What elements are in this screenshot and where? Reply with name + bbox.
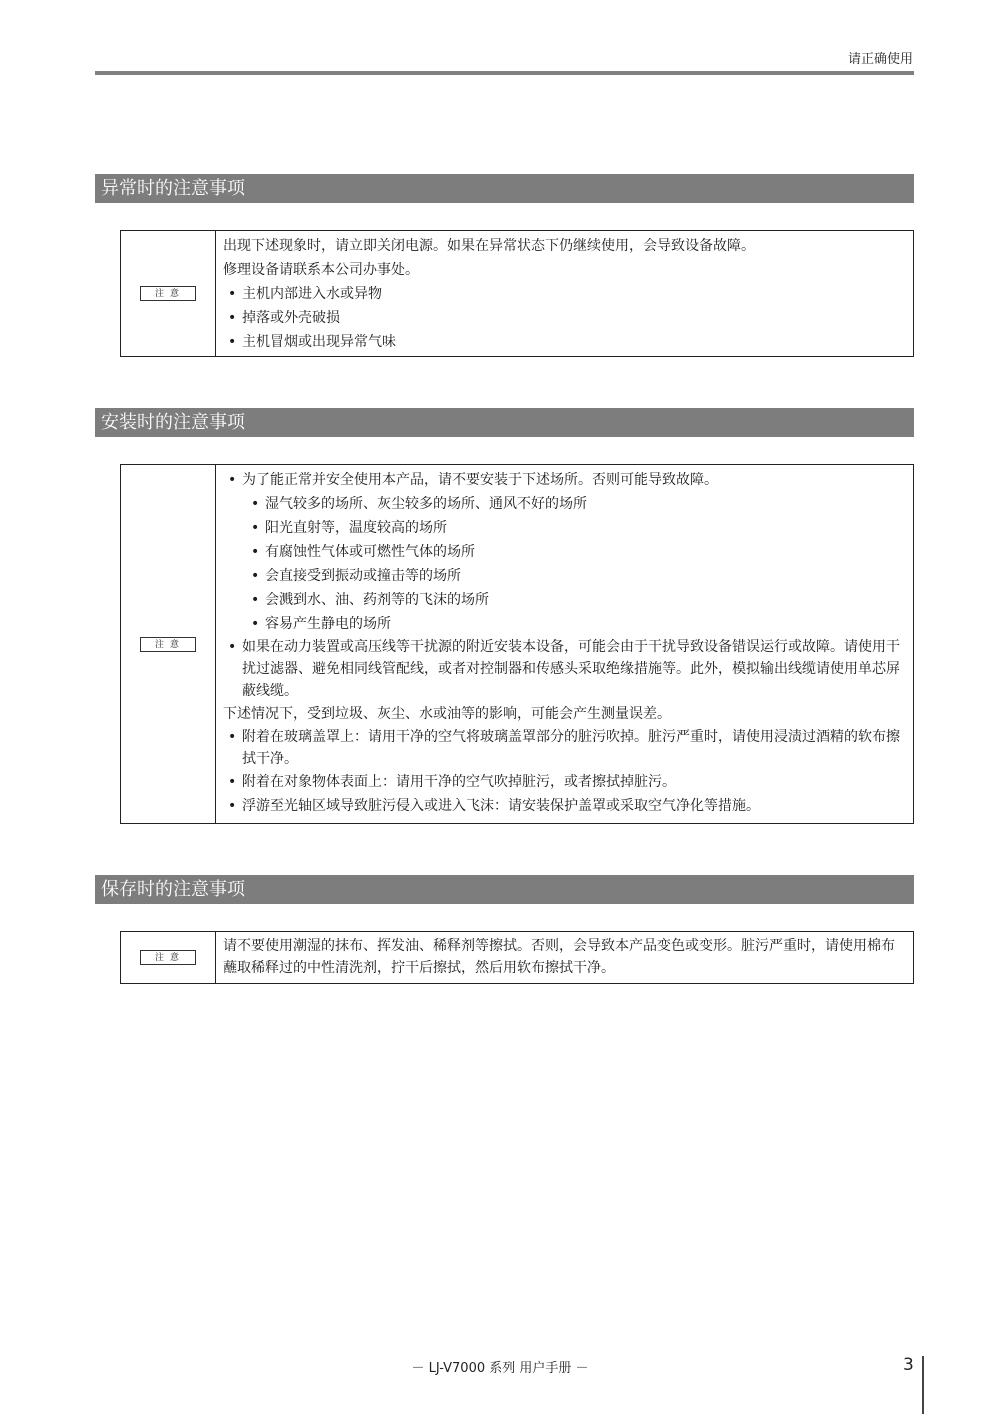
caution-content <box>216 932 913 983</box>
bullet-item: • 掉落或外壳破损 <box>223 306 907 330</box>
caution-box-storage <box>120 931 914 984</box>
sub-bullet-item: • 会直接受到振动或撞击等的场所 <box>246 564 907 588</box>
section-title-storage: 保存时的注意事项 <box>95 875 914 904</box>
caution-paragraph: 修理设备请联系本公司办事处。 <box>223 262 419 278</box>
caution-column <box>121 465 216 823</box>
caution-paragraph: 下述情况下，受到垃圾、灰尘、水或油等的影响，可能会产生测量误差。 <box>223 706 671 722</box>
caution-label: 注意 <box>140 286 196 301</box>
caution-paragraph: 出现下述现象时，请立即关闭电源。如果在异常状态下仍继续使用，会导致设备故障。 <box>223 238 755 254</box>
footer-rule <box>922 1356 924 1414</box>
section-title-installation: 安装时的注意事项 <box>95 408 914 437</box>
caution-column <box>121 231 216 356</box>
bullet-item: • 为了能正常并安全使用本产品，请不要安装于下述场所。否则可能导致故障。 <box>223 468 907 492</box>
bullet-item: • 浮游至光轴区域导致脏污侵入或进入飞沫：请安装保护盖罩或采取空气净化等措施。 <box>223 794 907 818</box>
sub-bullet-item: • 容易产生静电的场所 <box>246 612 907 636</box>
bullet-item: • 如果在动力装置或高压线等干扰源的附近安装本设备，可能会由于干扰导致设备错误运行或故障。请使用干扰过滤器、避免相同线管配线，或者对控制器和传感头采取绝缘措施等。此外，模拟输出线缆请使用单芯屏蔽线缆。 <box>223 636 907 702</box>
caution-box-installation <box>120 464 914 824</box>
caution-box-abnormal <box>120 230 914 357</box>
bullet-item: • 附着在玻璃盖罩上：请用干净的空气将玻璃盖罩部分的脏污吹掉。脏污严重时，请使用浸渍过酒精的软布擦拭干净。 <box>223 726 907 770</box>
caution-label: 注意 <box>140 950 196 965</box>
caution-column <box>121 932 216 983</box>
bullet-item: • 主机冒烟或出现异常气味 <box>223 330 907 354</box>
caution-content <box>216 465 913 823</box>
caution-paragraph: 请不要使用潮湿的抹布、挥发油、稀释剂等擦拭。否则，会导致本产品变色或变形。脏污严重时，请使用棉布蘸取稀释过的中性清洗剂，拧干后擦拭，然后用软布擦拭干净。 <box>223 938 895 976</box>
sub-bullet-item: • 有腐蚀性气体或可燃性气体的场所 <box>246 540 907 564</box>
footer-manual-title: － LJ-V7000 系列 用户手册 － <box>411 1361 589 1376</box>
caution-label: 注意 <box>140 637 196 652</box>
caution-content <box>216 231 913 356</box>
section-title-abnormal: 异常时的注意事项 <box>95 174 914 203</box>
sub-bullet-item: • 会溅到水、油、药剂等的飞沫的场所 <box>246 588 907 612</box>
bullet-item: • 主机内部进入水或异物 <box>223 282 907 306</box>
sub-bullet-item: • 阳光直射等，温度较高的场所 <box>246 516 907 540</box>
page-number: 3 <box>903 1355 914 1375</box>
header-rule <box>95 71 914 75</box>
running-header: 请正确使用 <box>847 52 913 67</box>
bullet-item: • 附着在对象物体表面上：请用干净的空气吹掉脏污，或者擦拭掉脏污。 <box>223 770 907 794</box>
sub-bullet-item: • 湿气较多的场所、灰尘较多的场所、通风不好的场所 <box>246 492 907 516</box>
